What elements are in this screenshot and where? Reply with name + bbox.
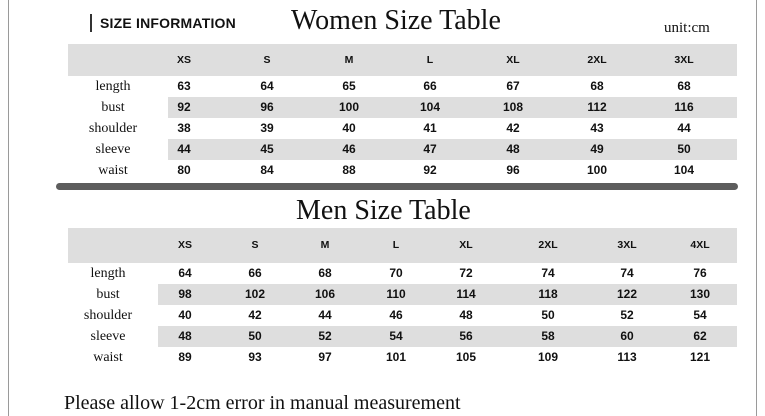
women-value-cell: 80 [177, 163, 191, 177]
women-value-cell: 108 [502, 100, 524, 114]
women-size-header: 2XL [587, 54, 607, 66]
unit-label: unit:cm [664, 20, 710, 36]
men-value-cell: 52 [318, 329, 332, 343]
men-header-row [68, 228, 737, 263]
men-value-cell: 106 [314, 287, 336, 301]
women-value-cell: 116 [674, 100, 694, 114]
men-value-cell: 62 [693, 329, 707, 343]
women-value-cell: 88 [342, 163, 356, 177]
men-value-cell: 44 [318, 308, 332, 322]
men-value-cell: 48 [459, 308, 473, 322]
women-value-cell: 39 [260, 121, 274, 135]
women-value-cell: 42 [506, 121, 520, 135]
men-value-cell: 98 [178, 287, 192, 301]
women-header-row [68, 44, 737, 76]
women-value-cell: 38 [177, 121, 191, 135]
women-row-label: bust [101, 100, 125, 115]
men-value-cell: 121 [689, 350, 711, 364]
men-value-cell: 122 [616, 287, 638, 301]
men-value-cell: 60 [620, 329, 634, 343]
men-value-cell: 42 [248, 308, 262, 322]
men-row-label: length [90, 266, 126, 281]
women-table-row [0, 160, 765, 181]
women-row-label: waist [98, 163, 128, 178]
women-value-cell: 100 [338, 100, 360, 114]
men-value-cell: 56 [459, 329, 473, 343]
men-value-cell: 118 [538, 287, 558, 301]
men-size-header: L [392, 239, 400, 251]
women-value-cell: 49 [590, 142, 604, 156]
men-size-header: 3XL [617, 239, 637, 251]
women-value-cell: 84 [260, 163, 274, 177]
women-value-cell: 43 [590, 121, 604, 135]
men-size-header: XS [177, 239, 192, 251]
women-value-cell: 44 [677, 121, 691, 135]
women-row-label: shoulder [88, 121, 138, 136]
heading-bar [90, 14, 92, 32]
women-value-cell: 92 [177, 100, 191, 114]
men-value-cell: 130 [689, 287, 711, 301]
section-divider [56, 183, 738, 190]
women-size-header: XS [176, 54, 191, 66]
women-value-cell: 44 [177, 142, 191, 156]
men-value-cell: 54 [693, 308, 707, 322]
men-size-header: S [251, 239, 259, 251]
size-information-heading [90, 12, 236, 34]
men-value-cell: 93 [248, 350, 262, 364]
women-table-row [0, 118, 765, 139]
men-value-cell: 52 [620, 308, 634, 322]
women-value-cell: 92 [423, 163, 437, 177]
women-value-cell: 104 [419, 100, 441, 114]
women-value-cell: 41 [423, 121, 437, 135]
men-value-cell: 97 [318, 350, 332, 364]
men-value-cell: 101 [385, 350, 407, 364]
men-value-cell: 76 [693, 266, 707, 280]
men-table-row [0, 326, 765, 347]
women-value-cell: 96 [506, 163, 520, 177]
women-value-cell: 65 [342, 79, 356, 93]
men-value-cell: 102 [244, 287, 266, 301]
men-table-title: Men Size Table [296, 195, 471, 226]
measurement-note: Please allow 1-2cm error in manual measurement [64, 392, 461, 414]
men-value-cell: 64 [178, 266, 192, 280]
men-value-cell: 68 [318, 266, 332, 280]
women-table-title: Women Size Table [291, 5, 501, 36]
women-table-row [0, 76, 765, 97]
women-value-cell: 112 [587, 100, 607, 114]
women-value-cell: 104 [673, 163, 695, 177]
men-row-label: bust [96, 287, 120, 302]
men-row-label: shoulder [83, 308, 133, 323]
men-value-cell: 40 [178, 308, 192, 322]
women-value-cell: 67 [506, 79, 520, 93]
men-size-header: 2XL [538, 239, 558, 251]
men-value-cell: 110 [386, 287, 406, 301]
men-value-cell: 113 [617, 350, 637, 364]
men-size-header: 4XL [690, 239, 710, 251]
women-value-cell: 48 [506, 142, 520, 156]
men-value-cell: 50 [248, 329, 262, 343]
men-row-label: sleeve [90, 329, 126, 344]
women-row-label: sleeve [95, 142, 131, 157]
women-value-cell: 96 [260, 100, 274, 114]
men-value-cell: 105 [455, 350, 477, 364]
women-value-cell: 68 [590, 79, 604, 93]
men-value-cell: 109 [537, 350, 559, 364]
women-value-cell: 45 [260, 142, 274, 156]
women-value-cell: 66 [423, 79, 437, 93]
women-row-label: length [95, 79, 131, 94]
size-information-label: SIZE INFORMATION [100, 15, 236, 31]
men-value-cell: 72 [459, 266, 473, 280]
men-size-header: M [320, 239, 330, 251]
women-value-cell: 64 [260, 79, 274, 93]
women-size-header: XL [506, 54, 520, 66]
women-value-cell: 40 [342, 121, 356, 135]
women-value-cell: 63 [177, 79, 191, 93]
men-table-row [0, 305, 765, 326]
women-size-header: S [263, 54, 271, 66]
women-value-cell: 100 [586, 163, 608, 177]
women-value-cell: 47 [423, 142, 437, 156]
men-value-cell: 89 [178, 350, 192, 364]
men-value-cell: 46 [389, 308, 403, 322]
men-value-cell: 74 [541, 266, 555, 280]
men-value-cell: 58 [541, 329, 555, 343]
men-value-cell: 70 [389, 266, 403, 280]
women-value-cell: 50 [677, 142, 691, 156]
men-row-label: waist [93, 350, 123, 365]
women-size-header: M [344, 54, 354, 66]
women-size-header: L [426, 54, 434, 66]
men-table-row [0, 263, 765, 284]
men-value-cell: 54 [389, 329, 403, 343]
women-size-header: 3XL [674, 54, 694, 66]
men-value-cell: 66 [248, 266, 262, 280]
women-table-row [0, 97, 765, 118]
men-value-cell: 48 [178, 329, 192, 343]
men-value-cell: 114 [456, 287, 476, 301]
women-table-row [0, 139, 765, 160]
women-value-cell: 46 [342, 142, 356, 156]
women-value-cell: 68 [677, 79, 691, 93]
men-table-row [0, 284, 765, 305]
men-value-cell: 74 [620, 266, 634, 280]
men-size-header: XL [459, 239, 473, 251]
men-table-row [0, 347, 765, 368]
men-value-cell: 50 [541, 308, 555, 322]
